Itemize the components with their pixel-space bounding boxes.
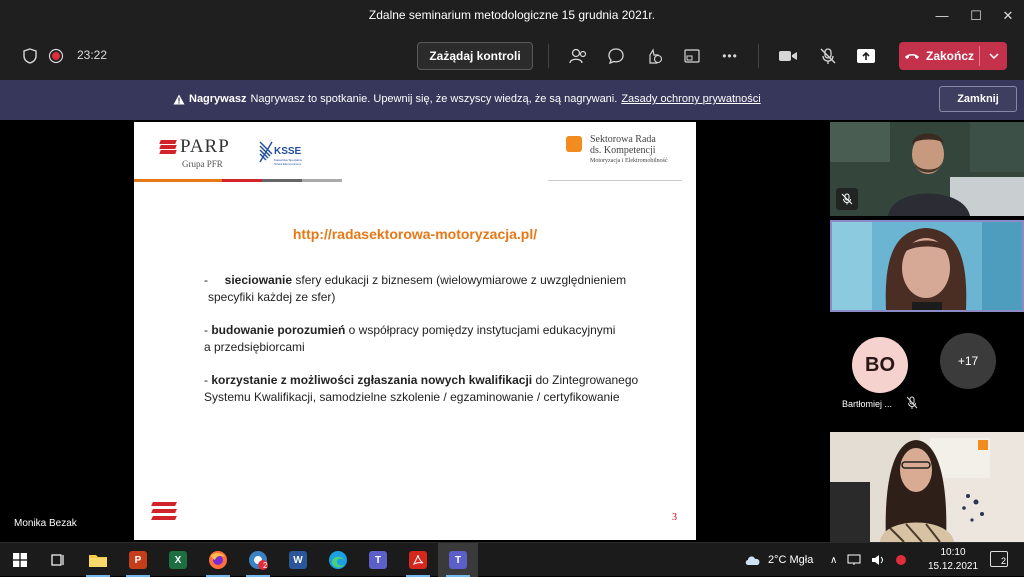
taskbar-edge[interactable] xyxy=(318,543,358,577)
parp-logo-subtitle: Grupa PFR xyxy=(182,159,223,169)
slide-page-number: 3 xyxy=(672,512,677,523)
ksse-logo-subtitle: Katowicka Specjalna Strefa Ekonomiczna xyxy=(274,158,302,166)
chevron-up-icon[interactable]: ∧ xyxy=(830,554,838,566)
bullet-dash: - xyxy=(204,323,208,337)
ksse-mark-icon xyxy=(258,140,274,164)
presentation-slide xyxy=(134,122,696,540)
warning-icon xyxy=(173,94,185,105)
bullet-text: sfery edukacji z biznesem (wielowymiarowe z uwzględnieniem xyxy=(292,273,627,287)
participants-icon[interactable] xyxy=(566,44,590,68)
participant-video-icon xyxy=(830,122,1024,216)
participant-video-icon xyxy=(832,222,1022,310)
task-view-icon xyxy=(50,553,66,567)
bullet-text: do Zintegrowanego xyxy=(532,373,639,387)
system-tray xyxy=(830,543,907,577)
camera-icon[interactable] xyxy=(776,44,800,68)
word-icon: W xyxy=(289,551,307,569)
bullet-bold: korzystanie z możliwości zgłaszania nowych kwalifikacji xyxy=(211,373,533,387)
end-call-label: Zakończ xyxy=(925,49,974,63)
end-call-button[interactable] xyxy=(899,42,1007,70)
share-screen-icon[interactable] xyxy=(854,44,878,68)
firefox-icon xyxy=(208,550,228,570)
shield-icon[interactable] xyxy=(18,44,42,68)
meeting-timer: 23:22 xyxy=(77,48,108,62)
bullet-text-line2: Systemu Kwalifikacji, samodzielne szkolenie / egzaminowanie / certyfikowanie xyxy=(204,390,620,404)
recording-banner-message: Nagrywasz to spotkanie. Upewnij się, że wszyscy wiedzą, że są nagrywani. xyxy=(250,93,618,105)
taskbar-chrome-profile[interactable] xyxy=(238,543,278,577)
cloud-icon xyxy=(744,554,762,566)
bullet-text-line2: specyfiki każdej ze sfer) xyxy=(208,290,336,304)
app-tray-icon[interactable] xyxy=(895,554,907,566)
participant-avatar[interactable]: BO xyxy=(852,337,908,393)
slide-url: http://radasektorowa-motoryzacja.pl/ xyxy=(292,226,538,242)
meeting-toolbar xyxy=(0,32,1024,80)
header-stripe-red xyxy=(222,179,262,182)
taskbar-file-explorer[interactable] xyxy=(78,543,118,577)
sector-council-title-line1: Sektorowa Rada xyxy=(590,134,656,145)
sector-council-logo-icon xyxy=(566,136,582,152)
more-options-button[interactable]: ••• xyxy=(722,49,738,63)
header-stripe-dark xyxy=(262,179,302,182)
browser-profile-badge: 2 xyxy=(263,561,268,570)
slide-bullet-1 xyxy=(204,272,664,306)
sector-council-title-line2: ds. Kompetencji xyxy=(590,145,656,156)
privacy-policy-link[interactable]: Zasady ochrony prywatności xyxy=(621,93,761,105)
network-icon[interactable] xyxy=(847,554,861,566)
bullet-text-line2: a przedsiębiorcami xyxy=(204,340,305,354)
participant-video-tile-active-speaker[interactable] xyxy=(830,220,1024,312)
windows-logo-icon xyxy=(13,553,27,567)
sector-council-subtitle: Motoryzacja i Elektromobilność xyxy=(590,158,668,164)
header-stripe-grey xyxy=(302,179,342,182)
volume-icon[interactable] xyxy=(871,554,885,566)
parp-logo-text: PARP xyxy=(180,136,230,157)
bullet-text: o współpracy pomiędzy instytucjami edukacyjnymi xyxy=(345,323,616,337)
taskbar-powerpoint[interactable] xyxy=(118,543,158,577)
weather-widget[interactable] xyxy=(744,543,813,577)
shared-content-stage xyxy=(0,120,826,542)
participant-video-tile[interactable] xyxy=(830,432,1024,542)
reactions-icon[interactable] xyxy=(642,44,666,68)
notification-center-button[interactable]: 2 xyxy=(990,551,1008,567)
taskbar-acrobat[interactable] xyxy=(398,543,438,577)
powerpoint-icon: P xyxy=(129,551,147,569)
folder-icon xyxy=(88,552,108,568)
taskbar-teams-classic[interactable] xyxy=(358,543,398,577)
presenter-name: Monika Bezak xyxy=(14,518,77,529)
bullet-bold: sieciowanie xyxy=(224,273,293,287)
slide-bullet-2 xyxy=(204,322,664,356)
chat-icon[interactable] xyxy=(604,44,628,68)
windows-taskbar xyxy=(0,542,1024,576)
parp-logo xyxy=(160,136,230,158)
recording-banner xyxy=(0,80,1024,120)
start-button[interactable] xyxy=(0,543,40,577)
end-call-dropdown-button[interactable] xyxy=(980,42,1007,70)
parp-mark-icon xyxy=(160,139,176,155)
recording-banner-title: Nagrywasz xyxy=(189,93,247,105)
minimize-button[interactable]: — xyxy=(935,8,949,23)
acrobat-icon xyxy=(409,551,427,569)
weather-text: 2°C Mgła xyxy=(768,554,814,566)
parp-footer-logo-icon xyxy=(152,500,178,524)
chevron-down-icon xyxy=(989,53,999,59)
close-banner-button[interactable]: Zamknij xyxy=(939,86,1017,112)
edge-icon xyxy=(328,550,348,570)
bullet-dash: - xyxy=(204,373,208,387)
clock-time: 10:10 xyxy=(940,547,966,558)
participant-muted-icon xyxy=(906,396,918,410)
taskbar-teams-active[interactable] xyxy=(438,543,478,577)
teams-icon: T xyxy=(369,551,387,569)
microphone-off-icon[interactable] xyxy=(816,44,840,68)
maximize-button[interactable]: ☐ xyxy=(970,8,982,23)
task-view-button[interactable] xyxy=(38,543,78,577)
end-call-main[interactable] xyxy=(899,42,979,70)
bullet-dash: - xyxy=(204,273,208,287)
participant-video-icon xyxy=(830,432,1024,542)
sector-council-title xyxy=(590,134,656,156)
bullet-bold: budowanie porozumień xyxy=(211,323,346,337)
window-title: Zdalne seminarium metodologiczne 15 grudnia 2021r. xyxy=(368,8,656,22)
close-window-button[interactable]: ✕ xyxy=(1002,8,1014,23)
clock-date: 15.12.2021 xyxy=(927,561,979,572)
ksse-logo xyxy=(258,138,308,168)
toolbar-divider xyxy=(758,44,759,68)
participant-avatar-name: Bartłomiej ... xyxy=(842,399,893,409)
header-thin-line xyxy=(548,180,682,181)
rooms-icon[interactable] xyxy=(680,44,704,68)
taskbar-excel[interactable] xyxy=(158,543,198,577)
recording-banner-text xyxy=(173,93,761,105)
teams-icon: T xyxy=(449,551,467,569)
recording-icon xyxy=(44,44,68,68)
participant-video-tile[interactable] xyxy=(830,122,1024,216)
participants-panel xyxy=(826,120,1024,542)
slide-bullet-3 xyxy=(204,372,664,406)
hang-up-icon xyxy=(904,51,920,61)
taskbar-word[interactable] xyxy=(278,543,318,577)
taskbar-firefox[interactable] xyxy=(198,543,238,577)
request-control-button[interactable]: Zażądaj kontroli xyxy=(417,42,533,70)
header-stripe-orange xyxy=(134,179,222,182)
window-title-bar xyxy=(0,0,1024,32)
participant-muted-icon xyxy=(836,188,858,210)
excel-icon: X xyxy=(169,551,187,569)
toolbar-divider xyxy=(548,44,549,68)
taskbar-clock[interactable] xyxy=(920,546,986,574)
more-participants-button[interactable]: +17 xyxy=(940,333,996,389)
ksse-logo-text: KSSE xyxy=(274,146,302,157)
